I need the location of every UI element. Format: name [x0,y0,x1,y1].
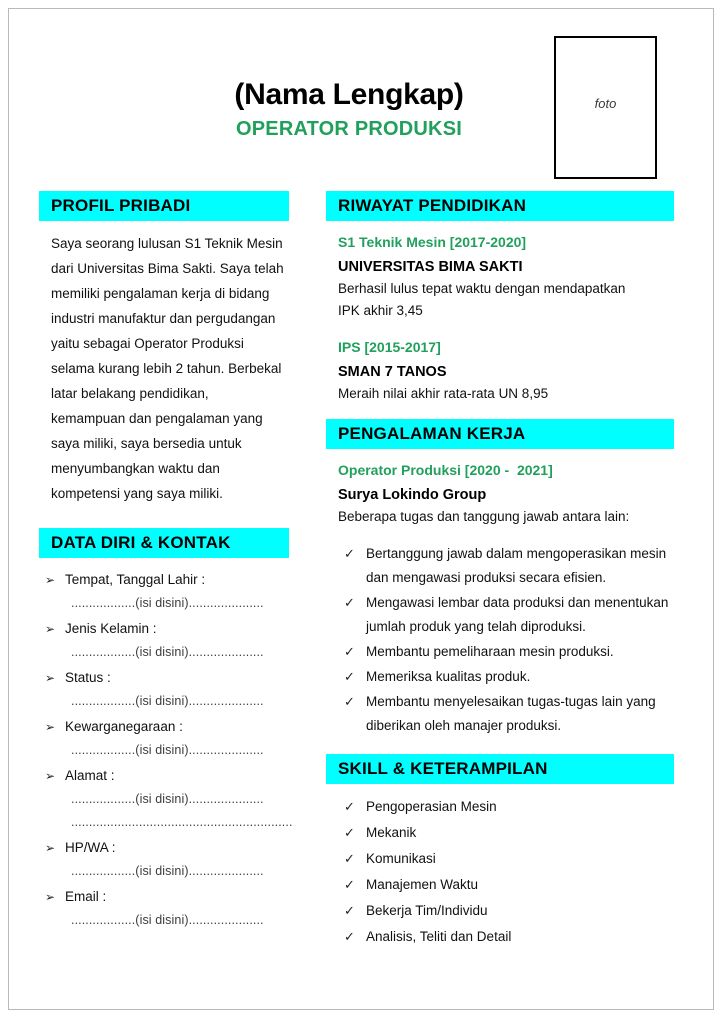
check-icon: ✓ [344,546,355,561]
skill-item [344,924,674,949]
contact-label: Kewarganegaraan : [65,719,183,734]
experience-duties-list [326,542,674,738]
check-icon: ✓ [344,877,355,892]
arrow-bullet-icon: ➢ [45,573,56,587]
contact-label: Alamat : [65,768,115,783]
photo-placeholder-label: foto [594,96,617,111]
education-list [326,231,674,405]
education-org: UNIVERSITAS BIMA SAKTI [338,259,523,275]
duty-item [344,591,674,639]
experience-entry [326,459,674,528]
skill-item [344,898,674,923]
right-column [326,191,674,950]
education-desc-line: Berhasil lulus tepat waktu dengan mendapatkan [338,281,626,296]
experience-intro: Beberapa tugas dan tanggung jawab antara lain: [338,509,630,524]
contact-label-row [45,715,289,739]
contact-fill-line[interactable]: ..................(isi disini)..................... [71,792,264,806]
skill-item-text: Mekanik [366,825,417,840]
contact-fill-line[interactable]: ..................(isi disini)..................... [71,743,264,757]
duty-item-text: Memeriksa kualitas produk. [366,669,531,684]
skill-item [344,794,674,819]
skill-item [344,820,674,845]
section-header-education [326,191,674,221]
duty-item [344,542,674,590]
profile-body-text: Saya seorang lulusan S1 Teknik Mesin dari Universitas Bima Sakti. Saya telah memiliki pengalaman kerja di bidang industri manufaktur dan pergudangan yaitu sebagai Operator Produksi selama kurang lebih 2 tahun. Berbekal latar belakang pendidikan, kemampuan dan pengalaman yang saya miliki, saya bersedia untuk menyumbangkan waktu dan kompetensi yang saya miliki. [51,236,284,501]
education-role: S1 Teknik Mesin [2017-2020] [338,234,527,250]
contact-fill-line[interactable]: ..................(isi disini)..................... [71,645,264,659]
check-icon: ✓ [344,595,355,610]
contact-label: HP/WA : [65,840,116,855]
arrow-bullet-icon: ➢ [45,720,56,734]
skill-item-text: Analisis, Teliti dan Detail [366,929,512,944]
duty-item [344,665,674,689]
cv-page [8,8,714,1010]
contact-item [45,836,289,883]
section-title-skills: SKILL & KETERAMPILAN [338,759,548,778]
check-icon: ✓ [344,903,355,918]
contact-label-row [45,568,289,592]
contact-label: Jenis Kelamin : [65,621,157,636]
contact-item [45,568,289,615]
contact-fill-line[interactable]: ..................(isi disini)..................... [71,864,264,878]
section-title-profile: PROFIL PRIBADI [51,196,191,215]
skill-item [344,872,674,897]
arrow-bullet-icon: ➢ [45,890,56,904]
check-icon: ✓ [344,851,355,866]
arrow-bullet-icon: ➢ [45,622,56,636]
education-entry [326,231,674,322]
skill-item-text: Manajemen Waktu [366,877,479,892]
contact-fill-line[interactable]: ..................(isi disini)..................... [71,694,264,708]
education-org: SMAN 7 TANOS [338,364,447,380]
section-header-contact [39,528,289,558]
section-title-contact: DATA DIRI & KONTAK [51,533,231,552]
arrow-bullet-icon: ➢ [45,671,56,685]
contact-item [45,666,289,713]
duty-item-text: Bertanggung jawab dalam mengoperasikan mesin dan mengawasi produksi secara efisien. [366,546,667,585]
section-header-experience [326,419,674,449]
education-desc-line: Meraih nilai akhir rata-rata UN 8,95 [338,386,549,401]
education-desc-line: IPK akhir 3,45 [338,303,423,318]
section-title-education: RIWAYAT PENDIDIKAN [338,196,527,215]
experience-role: Operator Produksi [2020 - 2021] [338,462,553,478]
section-header-skills [326,754,674,784]
section-header-profile [39,191,289,221]
contact-label-row [45,885,289,909]
left-column [39,191,293,934]
contact-item [45,617,289,664]
name-block [159,77,539,142]
contact-fill-line[interactable]: ..................(isi disini)..................... [71,913,264,927]
skill-item-text: Komunikasi [366,851,436,866]
contact-label: Status : [65,670,111,685]
check-icon: ✓ [344,929,355,944]
contact-label-row [45,836,289,860]
contact-item [45,715,289,762]
arrow-bullet-icon: ➢ [45,769,56,783]
education-entry [326,336,674,405]
contact-label-row [45,666,289,690]
contact-label: Email : [65,889,107,904]
cv-header [9,9,715,179]
education-role: IPS [2015-2017] [338,339,441,355]
check-icon: ✓ [344,694,355,709]
skill-item-text: Bekerja Tim/Individu [366,903,488,918]
duty-item [344,690,674,738]
contact-label-row [45,764,289,788]
full-name: (Nama Lengkap) [234,78,464,111]
arrow-bullet-icon: ➢ [45,841,56,855]
check-icon: ✓ [344,825,355,840]
contact-fill-line-extra[interactable]: .............................................................. [71,815,293,829]
check-icon: ✓ [344,669,355,684]
section-title-experience: PENGALAMAN KERJA [338,424,526,443]
job-title: OPERATOR PRODUKSI [235,118,463,140]
duty-item-text: Membantu pemeliharaan mesin produksi. [366,644,614,659]
duty-item-text: Mengawasi lembar data produksi dan menentukan jumlah produk yang telah diproduksi. [366,595,669,634]
contact-label: Tempat, Tanggal Lahir : [65,572,206,587]
skill-item-text: Pengoperasian Mesin [366,799,497,814]
check-icon: ✓ [344,799,355,814]
contact-list [39,568,293,932]
experience-org: Surya Lokindo Group [338,487,487,503]
check-icon: ✓ [344,644,355,659]
skill-item [344,846,674,871]
contact-label-row [45,617,289,641]
skills-list [326,794,674,949]
duty-item [344,640,674,664]
contact-item [45,885,289,932]
contact-item [45,764,293,834]
contact-fill-line[interactable]: ..................(isi disini)..................... [71,596,264,610]
photo-placeholder-box[interactable] [554,36,657,179]
duty-item-text: Membantu menyelesaikan tugas-tugas lain yang diberikan oleh manajer produksi. [366,694,656,733]
